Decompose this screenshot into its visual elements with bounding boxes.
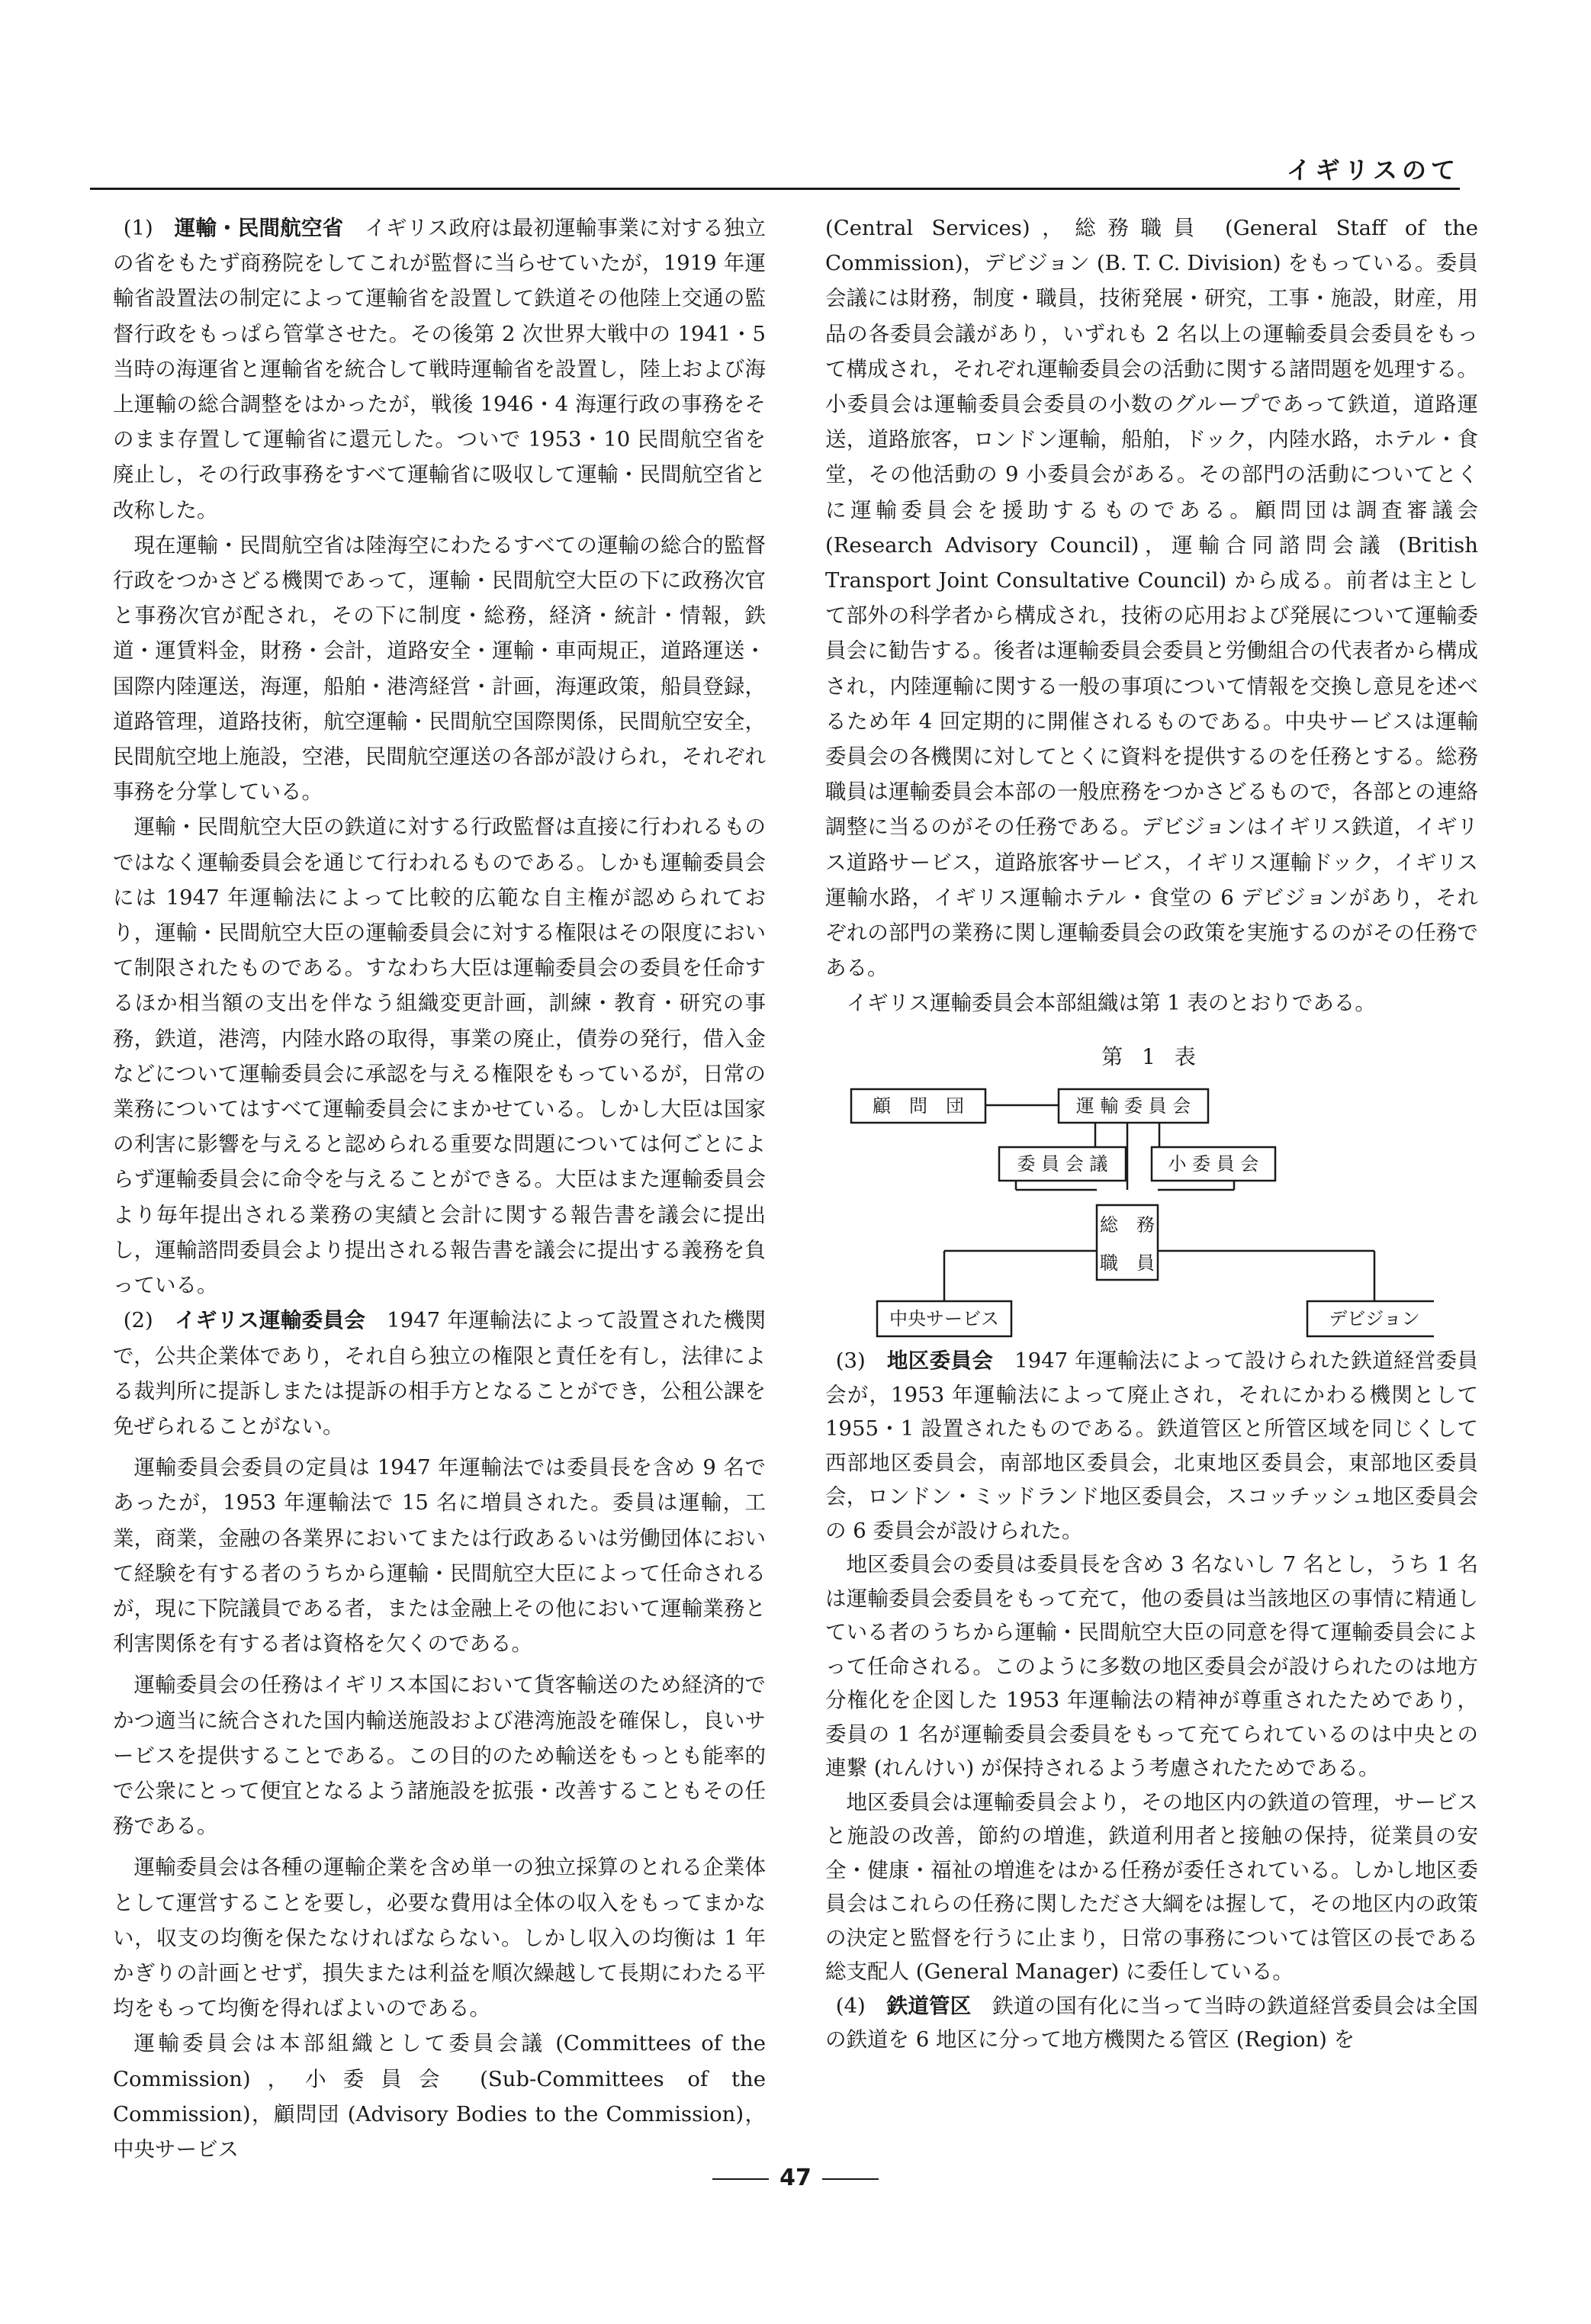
paragraph: 現在運輸・民間航空省は陸海空にわたるすべての運輸の総合的監督行政をつかさどる機関であって，運輸・民間航空大臣の下に政務次官と事務次官が配され，その下に制度・総務，経済・統計・情報，鉄道・運賃料金，財務・会計，道路安全・運輸・車両規正，道路運送・国際内陸運送，海運，船舶・港湾経営・計画，海運政策，船員登録，道路管理，道路技術，航空運輸・民間航空国際関係，民間航空安全，民間航空地上施設，空港，民間航空運送の各部が設けられ，それぞれ事務を分掌している。 — [113, 532, 766, 805]
paragraph-text: 1947 年運輸法によって設けられた鉄道経営委員会が，1953 年運輸法によって廃止され，それにかわる機関として 1955・1 設置されたものである。鉄道管区と所管区域を同じくして西部地区委員会，南部地区委員会，北東地区委員会，東部地区委員会，ロンドン・ミッドランド地区委員会，スコッチッシュ地区委員会の 6 委員会が設けられた。 — [825, 1348, 1479, 1543]
paragraph-text: 鉄道の国有化に当って当時の鉄道経営委員会は全国の鉄道を 6 地区に分って地方機関たる管区 (Region) を — [825, 1993, 1479, 2052]
paragraph: 運輸委員会の任務はイギリス本国において貨客輸送のため経済的でかつ適当に統合された国内輸送施設および港湾施設を確保し，良いサービスを提供することである。この目的のため輸送をもっとも能率的で公衆にとって便宜となるよう諸施設を拡張・改善することもその任務である。 — [113, 1673, 766, 1839]
right-column-bottom — [825, 1344, 1478, 2057]
section-number: (1) — [123, 216, 153, 240]
section-number: (3) — [835, 1348, 866, 1373]
page-number — [0, 2165, 1591, 2191]
paragraph: 地区委員会の委員は委員長を含め 3 名ないし 7 名とし，うち 1 名は運輸委員会委員をもって充て，他の委員は当該地区の事情に精通している者のうちから運輸・民間航空大臣の同意を得て運輸委員会によって任命される。このように多数の地区委員会が設けられたのは地方分権化を企図した 1953 年運輸法の精神が尊重されたためであり，委員の 1 名が運輸委員会委員をもって充てられているのは中央との連繋 (れんけい) が保持されるよう考慮されたためである。 — [825, 1552, 1478, 1780]
paragraph: 運輸・民間航空大臣の鉄道に対する行政監督は直接に行われるものではなく運輸委員会を通じて行われるものである。しかも運輸委員会には 1947 年運輸法によって比較的広範な自主権が認められており，運輸・民間航空大臣の運輸委員会に対する権限はその限度において制限されたものである。すなわち大臣は運輸委員会の委員を任命するほか相当額の支出を伴なう組織変更計画，訓練・教育・研究の事務，鉄道，港湾，内陸水路の取得，事業の廃止，債券の発行，借入金などについて運輸委員会に承認を与える権限をもっているが，日常の業務についてはすべて運輸委員会にまかせている。しかし大臣は国家の利害に影響を与えると認められる重要な問題については何ごとによらず運輸委員会に命令を与えることができる。大臣はまた運輸委員会より毎年提出される業務の実績と会計に関する報告書を議会に提出し，運輸諮問委員会より提出される報告書を議会に提出する義務を負っている。 — [113, 815, 766, 1298]
paragraph: イギリス運輸委員会本部組織は第 1 表のとおりである。 — [846, 991, 1376, 1016]
page-number-dash-left — [712, 2178, 769, 2180]
section-heading: イギリス運輸委員会 — [174, 1308, 366, 1333]
advisory-label: 顧 問 団 — [873, 1095, 964, 1117]
paragraph: 地区委員会は運輸委員会より，その地区内の鉄道の管理，サービスと施設の改善，節約の増進，鉄道利用者と接触の保持，従業員の安全・健康・福祉の増進をはかる任務が委任されている。しかし地区委員会はこれらの任務に関したださ大綱をは握して，その地区内の政策の決定と監督を行うに止まり，日常の事務については管区の長である総支配人 (General Manager) に委任している。 — [825, 1789, 1478, 1984]
paragraph-text: イギリス政府は最初運輸事業に対する独立の省をもたず商務院をしてこれが監督に当らせていたが，1919 年運輸省設置法の制定によって運輸省を設置して鉄道その他陸上交通の監督行政をもっぱら管掌させた。その後第 2 次世界大戦中の 1941・5 当時の海運省と運輸省を統合して戦時運輸省を設置し，陸上および海上運輸の総合調整をはかったが，戦後 1946・4 海運行政の事務をそのまま存置して運輸省に還元した。ついで 1953・10 民間航空省を廃止し，その行政事務をすべて運輸省に吸収して運輸・民間航空省と改称した。 — [113, 216, 767, 522]
right-column-top — [825, 211, 1478, 1021]
division-label: デビジョン — [1329, 1308, 1420, 1329]
subcommittees-label: 小 委 員 会 — [1168, 1153, 1259, 1175]
paragraph: 運輸委員会は本部組織として委員会議 (Committees of the Commission)，小委員会 (Sub-Committees of the Commission)，顧問団 (Advisory Bodies to the Commission)，中央サービス — [113, 2031, 766, 2162]
running-header: イギリスのて — [1286, 156, 1460, 185]
general-staff-label-2: 職 員 — [1100, 1252, 1155, 1274]
paragraph: (Central Services)，総務職員 (General Staff of the Commission)，デビジョン (B. T. C. Division) をもっている。委員会議には財務，制度・職員，技術発展・研究，工事・施設，財産，用品の各委員会議があり，いずれも 2 名以上の運輸委員会委員をもって構成され，それぞれ運輸委員会の活動に関する諸問題を処理する。小委員会は運輸委員会委員の小数のグループであって鉄道，道路運送，道路旅客，ロンドン運輸，船舶，ドック，内陸水路，ホテル・食堂，その他活動の 9 小委員会がある。その部門の活動についてとくに運輸委員会を援助するものである。顧問団は調査審議会 (Research Advisory Council)，運輸合同諮問会議 (British Transport Joint Consultative Council) から成る。前者は主として部外の科学者から構成され，技術の応用および発展について運輸委員会に勧告する。後者は運輸委員会委員と労働組合の代表者から構成され，内陸運輸に関する一般の事項について情報を交換し意見を述べるため年 4 回定期的に開催されるものである。中央サービスは運輸委員会の各機関に対してとくに資料を提供するのを任務とする。総務職員は運輸委員会本部の一般庶務をつかさどるもので，各部との連絡調整に当るのがその任務である。デビジョンはイギリス鉄道，イギリス道路サービス，道路旅客サービス，イギリス運輸ドック，イギリス運輸水路，イギリス運輸ホテル・食堂の 6 デビジョンがあり，それぞれの部門の業務に関し運輸委員会の政策を実施するのがその任務である。 — [825, 216, 1478, 981]
paragraph: 運輸委員会は各種の運輸企業を含め単一の独立採算のとれる企業体として運営することを要し，必要な費用は全体の収入をもってまかない，収支の均衡を保たなければならない。しかし収入の均衡は 1 年かぎりの計画とせず，損失または利益を順次繰越して長期にわたる平均をもって均衡を得ればよいのである。 — [113, 1855, 766, 2021]
section-1-paragraph — [113, 211, 766, 528]
paragraph: 運輸委員会委員の定員は 1947 年運輸法では委員長を含め 9 名であったが，1953 年運輸法で 15 名に増員された。委員は運輸，工業，商業，金融の各業界においてまたは行政あるいは労働団体において経験を有する者のうちから運輸・民間航空大臣によって任命されるが，現に下院議員である者，または金融上その他において運輸業務と利害関係を有する者は資格を欠くのである。 — [113, 1455, 766, 1657]
section-4-paragraph — [825, 1989, 1478, 2057]
section-2-paragraph — [113, 1303, 766, 1444]
committees-label: 委 員 会 議 — [1017, 1153, 1108, 1175]
general-staff-label-1: 総 務 — [1100, 1214, 1155, 1236]
left-column — [113, 211, 766, 2167]
commission-label: 運 輸 委 員 会 — [1075, 1095, 1191, 1117]
central-services-label: 中央サービス — [889, 1308, 999, 1329]
organization-chart — [839, 1068, 1434, 1342]
section-3-paragraph — [825, 1344, 1478, 1548]
section-heading: 鉄道管区 — [886, 1993, 972, 2018]
header-rule — [90, 188, 1460, 190]
section-heading: 運輸・民間航空省 — [174, 216, 344, 240]
page-number-text: 47 — [779, 2165, 812, 2191]
page-number-dash-right — [822, 2178, 879, 2180]
section-number: (4) — [835, 1993, 866, 2018]
paragraph-text: 1947 年運輸法によって設置された機関で，公共企業体であり，それ自ら独立の権限と責任を有し，法律による裁判所に提訴しまたは提訴の相手方となることができ，公租公課を免ぜられることがない。 — [113, 1308, 767, 1438]
section-number: (2) — [123, 1308, 153, 1333]
section-heading: 地区委員会 — [886, 1348, 994, 1373]
table-title: 第 1 表 — [1101, 1044, 1202, 1069]
